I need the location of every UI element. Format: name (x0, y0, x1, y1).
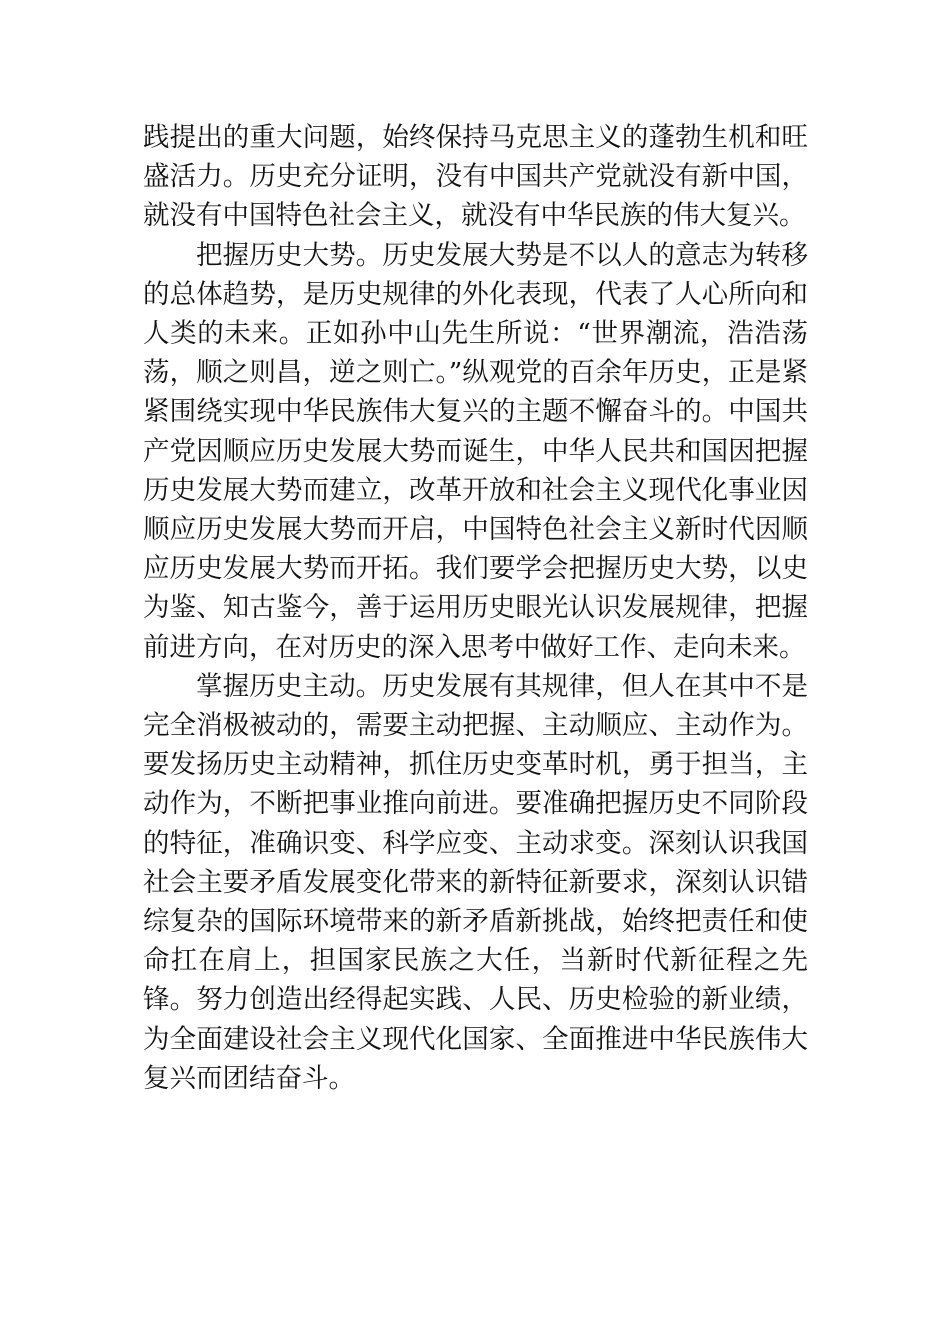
paragraph-master-historical-initiative: 掌握历史主动。历史发展有其规律，但人在其中不是完全消极被动的，需要主动把握、主动顺应、主动作为。要发扬历史主动精神，抓住历史变革时机，勇于担当，主动作为，不断把事业推向前进。要准确把握历史不同阶段的特征，准确识变、科学应变、主动求变。深刻认识我国社会主要矛盾发展变化带来的新特征新要求，深刻认识错综复杂的国际环境带来的新矛盾新挑战，始终把责任和使命扛在肩上，担国家民族之大任，当新时代新征程之先锋。努力创造出经得起实践、人民、历史检验的新业绩，为全面建设社会主义现代化国家、全面推进中华民族伟大复兴而团结奋斗。 (143, 670, 808, 1094)
paragraph-grasp-historical-trend: 把握历史大势。历史发展大势是不以人的意志为转移的总体趋势，是历史规律的外化表现，代表了人心所向和人类的未来。正如孙中山先生所说：“世界潮流，浩浩荡荡，顺之则昌，逆之则亡。”纵观党的百余年历史，正是紧紧围绕实现中华民族伟大复兴的主题不懈奋斗的。中国共产党因顺应历史发展大势而诞生，中华人民共和国因把握历史发展大势而建立，改革开放和社会主义现代化事业因顺应历史发展大势而开启，中国特色社会主义新时代因顺应历史发展大势而开拓。我们要学会把握历史大势，以史为鉴、知古鉴今，善于运用历史眼光认识发展规律，把握前进方向，在对历史的深入思考中做好工作、走向未来。 (143, 239, 808, 663)
paragraph-continuation: 践提出的重大问题，始终保持马克思主义的蓬勃生机和旺盛活力。历史充分证明，没有中国共产党就没有新中国，就没有中国特色社会主义，就没有中华民族的伟大复兴。 (143, 122, 808, 232)
document-body (143, 118, 808, 1098)
